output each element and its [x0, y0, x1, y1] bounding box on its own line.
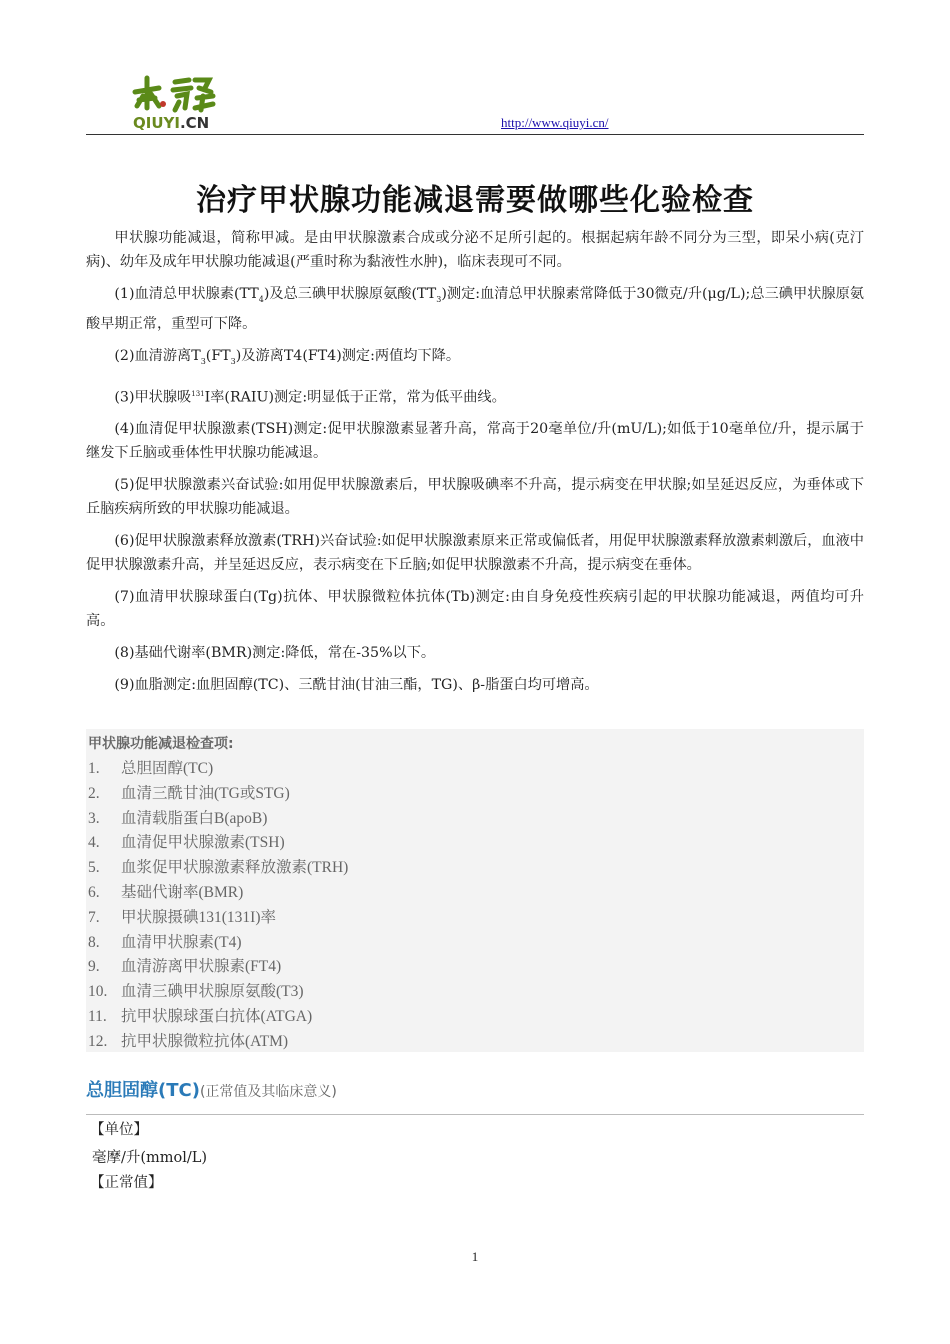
list-item[interactable] [86, 856, 864, 881]
p3-part-b: I率(RAIU)测定:明显低于正常，常为低平曲线。 [204, 389, 506, 406]
item-number: 1. [88, 760, 100, 777]
exam-checklist [86, 729, 864, 1052]
p1-part-b: )及总三碘甲状腺原氨酸(TT [263, 286, 437, 302]
paragraph-6: (6)促甲状腺激素释放激素(TRH)兴奋试验:如促甲状腺激素原来正常或偏低者，用促甲状腺激素释放激素刺激后，血液中促甲状腺激素升高，并呈延迟反应，表示病变在下丘脑;如促甲状腺激素不升高，提示病变在垂体。 [86, 533, 864, 574]
intro-paragraph: 甲状腺功能减退，简称甲减。是由甲状腺激素合成或分泌不足所引起的。根据起病年龄不同分为三型，即呆小病(克汀病)、幼年及成年甲状腺功能减退(严重时称为黏液性水肿)，临床表现可不同。 [86, 230, 864, 270]
item-number: 2. [88, 784, 100, 802]
item-number: 11. [88, 1007, 107, 1025]
item-number: 12. [88, 1032, 108, 1050]
list-item[interactable] [86, 1030, 864, 1055]
p2-sub-2: 3 [230, 356, 236, 366]
item-number: 5. [88, 859, 100, 877]
item-text: 血清载脂蛋白B(apoB) [121, 809, 268, 827]
logo-text [133, 114, 209, 132]
list-item[interactable] [86, 955, 864, 980]
p1-sub-1: 4 [258, 294, 264, 304]
p2-part-c: )及游离T4(FT4)测定:两值均下降。 [235, 347, 461, 364]
p1-part-a: (1)血清总甲状腺素(TT [114, 286, 259, 302]
paragraph-1 [86, 282, 864, 336]
p3-sup: 131 [191, 389, 205, 398]
paragraph-4: (4)血清促甲状腺激素(TSH)测定:促甲状腺激素显著升高，常高于20毫单位/升(mU/L);如低于10毫单位/升，提示属于继发下丘脑或垂体性甲状腺功能减退。 [86, 421, 864, 462]
item-number: 9. [88, 958, 100, 976]
checklist-heading: 甲状腺功能减退检查项: [88, 736, 234, 752]
page-header [86, 60, 864, 135]
list-item[interactable] [86, 980, 864, 1005]
list-item[interactable] [86, 757, 864, 782]
normal-value-label: 【正常值】 [90, 1175, 163, 1191]
unit-value: 毫摩/升(mmol/L) [92, 1150, 208, 1166]
item-text: 基础代谢率(BMR) [121, 883, 244, 901]
item-number: 10. [88, 983, 108, 1001]
list-item[interactable] [86, 931, 864, 956]
unit-label: 【单位】 [90, 1122, 148, 1138]
page-number: 1 [471, 1249, 479, 1264]
logo-text-main: QIUYI [133, 114, 180, 132]
logo-text-domain: .CN [179, 114, 210, 132]
paragraph-7: (7)血清甲状腺球蛋白(Tg)抗体、甲状腺微粒体抗体(Tb)测定:由自身免疫性疾病引起的甲状腺功能减退，两值均可升高。 [86, 589, 864, 630]
page-title: 治疗甲状腺功能减退需要做哪些化验检查 [196, 183, 754, 218]
item-number: 4. [88, 834, 100, 852]
item-text: 抗甲状腺球蛋白抗体(ATGA) [121, 1007, 313, 1025]
section-title: 总胆固醇(TC) [86, 1080, 200, 1101]
item-text: 血清促甲状腺激素(TSH) [121, 834, 285, 852]
p1-part-c: )测定:血清总甲状腺素常降低于30微克/升(μg/L);总三碘甲状腺原氨酸早期正常，重型可下降。 [86, 286, 864, 332]
article-body [86, 226, 864, 705]
section-subtitle: (正常值及其临床意义) [199, 1084, 337, 1100]
list-item[interactable] [86, 807, 864, 832]
list-item[interactable] [86, 906, 864, 931]
paragraph-5: (5)促甲状腺激素兴奋试验:如用促甲状腺激素后，甲状腺吸碘率不升高，提示病变在甲状腺;如呈延迟反应，为垂体或下丘脑疾病所致的甲状腺功能减退。 [86, 477, 864, 518]
paragraph-2 [86, 344, 864, 374]
item-number: 6. [88, 883, 100, 901]
item-text: 血清甲状腺素(T4) [121, 933, 242, 951]
item-number: 7. [88, 908, 100, 926]
item-text: 甲状腺摄碘131(131I)率 [121, 908, 276, 926]
paragraph-9: (9)血脂测定:血胆固醇(TC)、三酰甘油(甘油三酯，TG)、β-脂蛋白均可增高。 [114, 677, 599, 694]
site-logo[interactable] [129, 74, 269, 134]
item-text: 血清游离甲状腺素(FT4) [121, 958, 282, 976]
item-number: 8. [88, 933, 100, 951]
logo-calligraphy-icon [129, 74, 229, 114]
checklist-list [86, 757, 864, 1055]
site-url-link[interactable]: http://www.qiuyi.cn/ [501, 115, 609, 130]
section-detail [86, 1118, 864, 1196]
list-item[interactable] [86, 881, 864, 906]
list-item[interactable] [86, 831, 864, 856]
item-number: 3. [88, 809, 100, 827]
p1-sub-2: 3 [436, 294, 442, 304]
item-text: 血清三酰甘油(TG或STG) [121, 784, 290, 802]
p3-part-a: (3)甲状腺吸 [114, 389, 192, 406]
paragraph-8: (8)基础代谢率(BMR)测定:降低，常在-35%以下。 [114, 645, 436, 662]
paragraph-3 [86, 382, 864, 410]
item-text: 总胆固醇(TC) [121, 760, 214, 777]
p2-sub-1: 3 [200, 356, 206, 366]
item-text: 血清三碘甲状腺原氨酸(T3) [121, 983, 304, 1001]
section-header [86, 1076, 864, 1115]
item-text: 血浆促甲状腺激素释放激素(TRH) [121, 859, 349, 877]
item-text: 抗甲状腺微粒抗体(ATM) [121, 1032, 289, 1050]
list-item[interactable] [86, 1005, 864, 1030]
p2-part-b: (FT [205, 347, 231, 364]
p2-part-a: (2)血清游离T [114, 347, 201, 364]
list-item[interactable] [86, 782, 864, 807]
